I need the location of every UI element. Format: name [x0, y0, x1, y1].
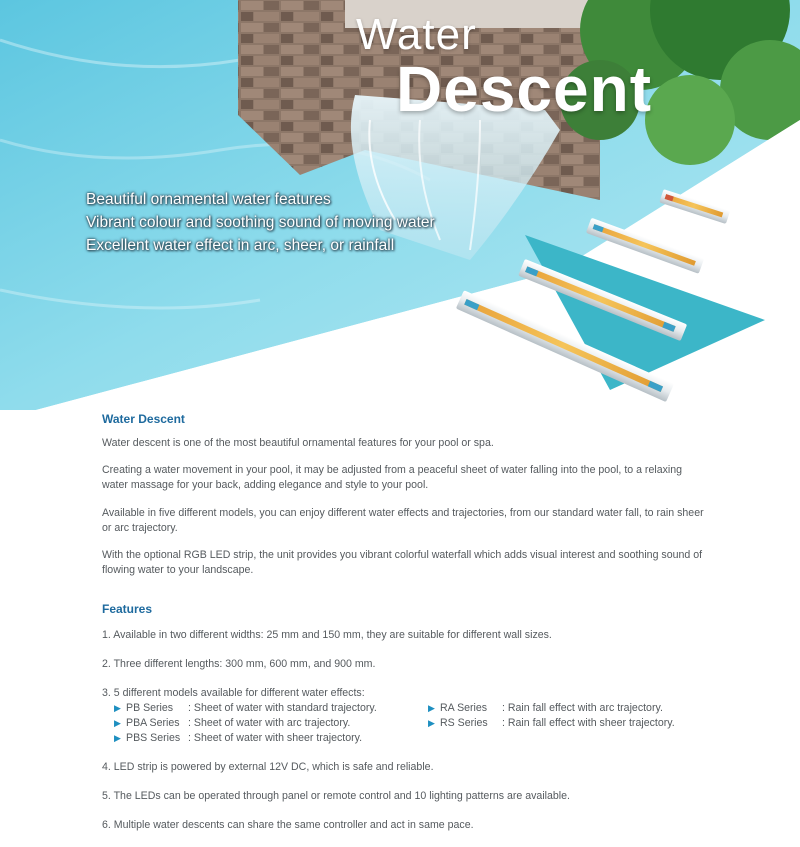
tagline: Beautiful ornamental water features: [86, 191, 331, 208]
series-name: RA Series: [440, 702, 488, 715]
series-row: [114, 716, 428, 731]
series-desc: : Rain fall effect with arc trajectory.: [502, 702, 663, 715]
triangle-right-icon: ▶: [114, 703, 121, 714]
feature-item: 2. Three different lengths: 300 mm, 600 mm, and 900 mm.: [102, 658, 376, 671]
intro-paragraph: With the optional RGB LED strip, the unit provides you vibrant colorful waterfall which adds visual interest and soothing sound of flowing water to your landscape.: [102, 549, 703, 577]
tagline: Excellent water effect in arc, sheer, or rainfall: [86, 237, 395, 254]
feature-item: 1. Available in two different widths: 25 mm and 150 mm, they are suitable for different wall sizes.: [102, 629, 552, 642]
intro-heading: Water Descent: [102, 412, 185, 426]
content-section: [102, 412, 742, 847]
triangle-right-icon: ▶: [428, 718, 435, 729]
series-desc: : Sheet of water with arc trajectory.: [188, 717, 351, 730]
feature-item: 5. The LEDs can be operated through panel or remote control and 10 lighting patterns are available.: [102, 790, 570, 803]
series-name: PB Series: [126, 702, 174, 715]
series-column-left: [114, 701, 428, 746]
feature-item: 4. LED strip is powered by external 12V DC, which is safe and reliable.: [102, 761, 434, 774]
series-list: [114, 701, 742, 746]
series-name: PBA Series: [126, 717, 180, 730]
features-heading: Features: [102, 602, 153, 617]
series-row: [428, 701, 742, 716]
intro-paragraph: Available in five different models, you can enjoy different water effects and trajectories, from our standard water fall, to rain sheer or arc trajectory.: [102, 506, 704, 534]
hero-title-line2: Descent: [396, 53, 652, 125]
feature-item: 3. 5 different models available for different water effects:: [102, 687, 365, 700]
hero-banner: [0, 0, 800, 410]
feature-item-models: [102, 686, 742, 746]
tagline: Vibrant colour and soothing sound of moving water: [86, 214, 435, 231]
hero-taglines: [86, 188, 435, 257]
intro-paragraph: Creating a water movement in your pool, it may be adjusted from a peaceful sheet of water falling into the pool, to a relaxing water massage for your back, adding elegance and style to your pool.: [102, 464, 683, 492]
series-desc: : Sheet of water with standard trajectory.: [188, 702, 377, 715]
feature-item: 6. Multiple water descents can share the same controller and act in same pace.: [102, 819, 474, 832]
hero-title-line1: Water: [356, 10, 477, 59]
triangle-right-icon: ▶: [428, 703, 435, 714]
series-row: [114, 731, 428, 746]
series-row: [428, 716, 742, 731]
series-desc: : Rain fall effect with sheer trajectory.: [502, 717, 675, 730]
series-desc: : Sheet of water with sheer trajectory.: [188, 732, 363, 745]
intro-paragraph: Water descent is one of the most beautiful ornamental features for your pool or spa.: [102, 437, 494, 449]
series-name: RS Series: [440, 717, 488, 730]
series-column-right: [428, 701, 742, 746]
triangle-right-icon: ▶: [114, 718, 121, 729]
series-name: PBS Series: [126, 732, 181, 745]
series-row: [114, 701, 428, 716]
triangle-right-icon: ▶: [114, 733, 121, 744]
